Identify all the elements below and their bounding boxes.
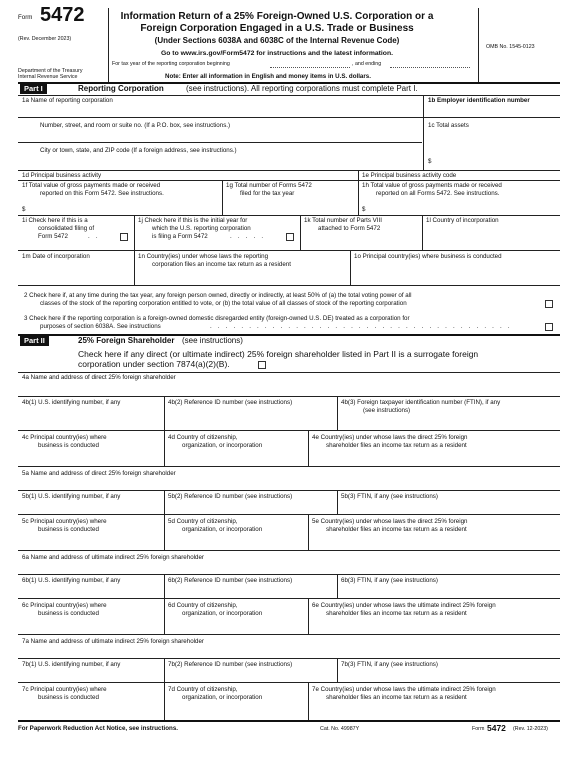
field-1g-label-l1: 1g Total number of Forms 5472 [226,182,312,189]
dept-treasury: Department of the Treasury [18,68,83,74]
field-4b3-label-l1: 4b(3) Foreign taxpayer identification number (FTIN), if any [341,399,501,406]
field-6e-label-l2: shareholder files an income tax return as a resident [326,610,467,617]
field-1c-dollar: $ [428,158,432,165]
tax-year-label: For tax year of the reporting corporation beginning [112,61,230,67]
field-1d-label: 1d Principal business activity [22,172,102,179]
field-1i-label-l2: consolidated filing of [38,225,95,232]
field-6b3-label: 6b(3) FTIN, if any (see instructions) [341,577,438,584]
rev-date: (Rev. December 2023) [18,36,72,42]
field-4c-label-l1: 4c Principal country(ies) where [22,434,107,441]
field-1h-dollar: $ [362,206,366,213]
city-input[interactable] [20,157,422,167]
field-1j-label-l2: which the U.S. reporting corporation [152,225,251,232]
field-4a-input[interactable] [20,383,558,395]
question-3-l1: 3 Check here if the reporting corporation is a foreign-owned domestic disregarded entity (foreign-owned U.S. DE) treated as a corporation for [24,315,410,322]
footer-form-number: 5472 [487,723,506,733]
field-1n-label-l2: corporation files an income tax return as a resident [152,261,291,268]
field-5b2-label: 5b(2) Reference ID number (see instructions) [168,493,293,500]
field-1l-label: 1l Country of incorporation [426,217,499,224]
field-1h-label-l1: 1h Total value of gross payments made or received [362,182,502,189]
field-6b2-label: 6b(2) Reference ID number (see instructions) [168,577,293,584]
question-2-l1: 2 Check here if, at any time during the tax year, any foreign person owned, directly or indirectly, at least 50% of (a) the total voting power of all [24,292,412,299]
field-6c-label-l2: business is conducted [38,610,99,617]
part2-title: 25% Foreign Shareholder [78,336,175,345]
goto-instructions[interactable]: Go to www.irs.gov/Form5472 for instructions and the latest information. [160,50,393,57]
field-1a-input[interactable] [20,106,422,116]
checkbox-q3[interactable] [545,323,553,331]
field-1a-label: 1a Name of reporting corporation [22,97,113,104]
question-3-l2: purposes of section 6038A. See instructions [40,323,161,330]
field-1f-dollar: $ [22,206,26,213]
form-word: Form [18,14,33,21]
field-5b1-label: 5b(1) U.S. identifying number, if any [22,493,121,500]
city-label: City or town, state, and ZIP code (If a foreign address, see instructions.) [40,147,237,154]
part2-title-note: (see instructions) [182,336,243,345]
form-number: 5472 [40,4,85,26]
field-1m-label: 1m Date of incorporation [22,253,90,260]
field-6a-input[interactable] [20,563,558,573]
field-1f-label-l2: reported on this Form 5472. See instructions. [40,190,164,197]
field-7e-label-l2: shareholder files an income tax return as a resident [326,694,467,701]
field-6a-label: 6a Name and address of ultimate indirect 25% foreign shareholder [22,554,204,561]
tax-year-begin-field[interactable] [270,67,350,68]
field-4e-label-l2: shareholder files an income tax return as a resident [326,442,467,449]
field-5e-label-l1: 5e Country(ies) under whose laws the direct 25% foreign [312,518,468,525]
field-7d-label-l1: 7d Country of citizenship, [168,686,238,693]
header-note: Note: Enter all information in English and money items in U.S. dollars. [165,73,371,80]
form-page: Form 5472 (Rev. December 2023) Information Return of a 25% Foreign-Owned U.S. Corporation or a Foreign Corporation Engaged in a U.S. Trade or Business (Under Sections 6038A and 6038C of the Internal Revenue Code) Go to www.irs.gov/Form5472 for instructions and the latest information. For tax year of the reporting corporation beginning , and ending Department of the Treasury Internal Revenue Service Note: Enter all information in English and money items in U.S. dollars. OMB No. 1545-0123 Part I Reporting Corporation (see instructions). All reporting corporations must complete Part I. 1a Name of reporting corporation 1b Employer identification number Number, street, and room or suite no. (If a P.O. box, see instructions.) 1c Total assets City or town, state, and ZIP code (If a foreign address, see instructions.) $ 1d Principal business activity 1e Principal business activity code 1f Total value of gross payments made or received reported on this Form 5472. See instructions. $ 1g Total number of Forms 5472 filed for the tax year 1h Total value of gross payments made or received reported on all Forms 5472. See instructions. $ 1i Check here if this is a consolidated filing of Form 5472 . . 1j Check here if this is the initial year for which the U.S. reporting corporation is filing a Form 5472 . . . . . 1k Total number of Parts VIII attached to Form 5472 1l Country of incorporation 1m Date of incorporation 1n Country(ies) under whose laws the reporting corporation files an income tax return as a resident 1o Principal country(ies) where business is conducted 2 Check here if, at any time during the tax year, any foreign person owned, directly or indirectly, at least 50% of (a) the total voting power of all classes of the stock of the reporting corporation entitled to vote, or (b) the total value of all classes of stock of the reporting corporation 3 Check here if the reporting corporation is a foreign-owned domestic disregarded entity (foreign-owned U.S. DE) treated as a corporation for purposes of section 6038A. See instructions . . . . . . . . . . . . . . . . . . . . . . . . . . . . . . . . . . . . . . . Part II 25% Foreign Shareholder (see instructions) Check here if any direct (or ultimate indirect) 25% foreign shareholder listed in Part II is a surrogate foreign corporation under section 7874(a)(2)(B). 4a Name and address of direct 25% foreign shareholder 4b(1) U.S. identifying number, if any 4b(2) Reference ID number (see instructions) 4b(3) Foreign taxpayer identification number (FTIN), if any (see instructions) 4c Principal country(ies) where business is conducted 4d Country of citizenship, organization, or incorporation 4e Country(ies) under whose laws the direct 25% foreign shareholder files an income tax return as a resident 5a Name and address of direct 25% foreign shareholder 5b(1) U.S. identifying number, if any 5b(2) Reference ID number (see instructions) 5b(3) FTIN, if any (see instructions) 5c Principal country(ies) where business is conducted 5d Country of citizenship, organization, or incorporation 5e Country(ies) under whose laws the direct 25% foreign shareholder files an income tax return as a resident 6a Name and address of ultimate indirect 25% foreign shareholder 6b(1) U.S. identifying number, if any 6b(2) Reference ID number (see instructions) 6b(3) FTIN, if any (see instructions) 6c Principal country(ies) where business is conducted 6d Country of citizenship, organization, or incorporation 6e Country(ies) under whose laws the ultimate indirect 25% foreign shareholder files an income tax return as a resident 7a Name and address of ultimate indirect 25% foreign shareholder 7b(1) U.S. identifying number, if any 7b(2) Reference ID number (see instructions) 7b(3) FTIN, if any (see instructions) 7c Principal country(ies) where business is conducted 7d Country of citizenship, organization, or incorporation 7e Country(ies) under whose laws the ultimate indirect 25% foreign shareholder files an income tax return as a resident For Paperwork Reduction Act Notice, see instructions. Cat. No. 49987Y Form 5472 (Rev. 12-2023) [0,0,577,757]
checkbox-surrogate[interactable] [258,361,266,369]
checkbox-1i[interactable] [120,233,128,241]
field-5c-label-l1: 5c Principal country(ies) where [22,518,107,525]
part2-check-l2: corporation under section 7874(a)(2)(B). [78,359,230,369]
footer-form-word: Form [472,726,485,732]
field-6d-label-l2: organization, or incorporation [182,610,263,617]
field-4c-label-l2: business is conducted [38,442,99,449]
part1-title-note: (see instructions). All reporting corporations must complete Part I. [186,84,418,93]
field-7b1-label: 7b(1) U.S. identifying number, if any [22,661,121,668]
field-5c-label-l2: business is conducted [38,526,99,533]
checkbox-1j[interactable] [286,233,294,241]
field-7e-label-l1: 7e Country(ies) under whose laws the ultimate indirect 25% foreign [312,686,496,693]
field-7d-label-l2: organization, or incorporation [182,694,263,701]
field-6d-label-l1: 6d Country of citizenship, [168,602,238,609]
field-1e-label: 1e Principal business activity code [362,172,457,179]
field-7c-label-l1: 7c Principal country(ies) where [22,686,107,693]
field-1g-label-l2: filed for the tax year [240,190,295,197]
field-5b3-label: 5b(3) FTIN, if any (see instructions) [341,493,438,500]
field-7a-label: 7a Name and address of ultimate indirect 25% foreign shareholder [22,638,204,645]
field-5a-input[interactable] [20,479,558,489]
part1-title: Reporting Corporation [78,84,164,93]
field-4b3-label-l2: (see instructions) [363,407,411,414]
cat-number: Cat. No. 49987Y [320,726,360,732]
tax-year-end-label: , and ending [352,61,382,67]
field-4e-label-l1: 4e Country(ies) under whose laws the direct 25% foreign [312,434,468,441]
omb-number: OMB No. 1545-0123 [486,44,535,50]
question-2-l2: classes of the stock of the reporting corporation entitled to vote, or (b) the total value of all classes of stock of the reporting corporation [40,300,407,307]
field-5e-label-l2: shareholder files an income tax return as a resident [326,526,467,533]
field-5d-label-l2: organization, or incorporation [182,526,263,533]
field-6b1-label: 6b(1) U.S. identifying number, if any [22,577,121,584]
field-1n-label-l1: 1n Country(ies) under whose laws the reporting [138,253,269,260]
field-7b2-label: 7b(2) Reference ID number (see instructions) [168,661,293,668]
part2-label: Part II [20,336,49,346]
field-6c-label-l1: 6c Principal country(ies) where [22,602,107,609]
part2-check-l1: Check here if any direct (or ultimate indirect) 25% foreign shareholder listed in Part II is a surrogate foreign [78,349,479,359]
field-1c-label: 1c Total assets [428,122,469,129]
field-4d-label-l1: 4d Country of citizenship, [168,434,238,441]
paperwork-notice: For Paperwork Reduction Act Notice, see instructions. [18,725,178,732]
checkbox-q2[interactable] [545,300,553,308]
form-title-line2: Foreign Corporation Engaged in a U.S. Trade or Business [140,23,414,34]
part1-label: Part I [20,84,47,94]
field-1b-label: 1b Employer identification number [428,97,530,104]
field-1f-label-l1: 1f Total value of gross payments made or received [22,182,161,189]
footer-rev: (Rev. 12-2023) [513,726,548,732]
street-label: Number, street, and room or suite no. (If a P.O. box, see instructions.) [40,122,231,129]
field-4b2-label: 4b(2) Reference ID number (see instructions) [168,399,293,406]
field-1j-label-l1: 1j Check here if this is the initial year for [138,217,248,224]
field-1i-label-l1: 1i Check here if this is a [22,217,88,224]
field-5a-label: 5a Name and address of direct 25% foreign shareholder [22,470,176,477]
field-1h-label-l2: reported on all Forms 5472. See instructions. [376,190,500,197]
field-1k-label-l1: 1k Total number of Parts VIII [304,217,382,224]
field-1o-label: 1o Principal country(ies) where business is conducted [354,253,502,260]
field-7a-input[interactable] [20,647,558,657]
field-5d-label-l1: 5d Country of citizenship, [168,518,238,525]
field-1k-label-l2: attached to Form 5472 [318,225,381,232]
form-subtitle: (Under Sections 6038A and 6038C of the Internal Revenue Code) [154,36,400,45]
field-1j-label-l3: is filing a Form 5472 [152,233,208,240]
field-4a-label: 4a Name and address of direct 25% foreign shareholder [22,374,176,381]
field-6e-label-l1: 6e Country(ies) under whose laws the ultimate indirect 25% foreign [312,602,496,609]
field-7b3-label: 7b(3) FTIN, if any (see instructions) [341,661,438,668]
irs-label: Internal Revenue Service [18,74,78,80]
street-input[interactable] [20,132,422,142]
field-4d-label-l2: organization, or incorporation [182,442,263,449]
tax-year-end-field[interactable] [390,67,470,68]
field-1i-label-l3: Form 5472 [38,233,68,240]
field-7c-label-l2: business is conducted [38,694,99,701]
field-4b1-label: 4b(1) U.S. identifying number, if any [22,399,121,406]
form-title-line1: Information Return of a 25% Foreign-Owned U.S. Corporation or a [120,11,434,22]
